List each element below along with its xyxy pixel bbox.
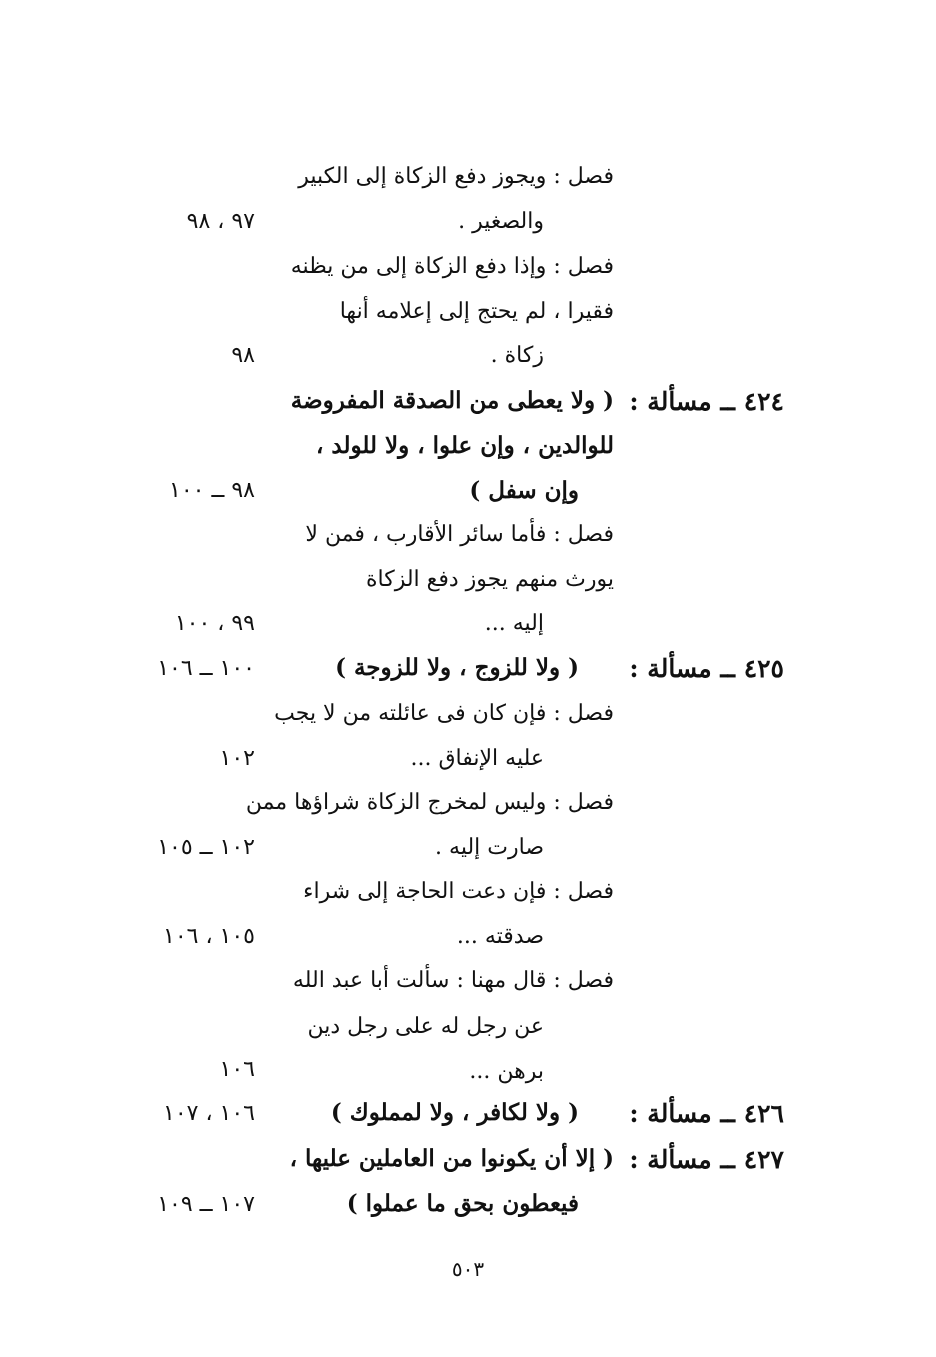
entry-line: برهن ...: [469, 1059, 544, 1084]
entry-line: عليه الإنفاق ...: [410, 746, 544, 771]
page-ref: ١٠٢ ــ ١٠٥: [157, 835, 255, 860]
page-number: ٥٠٣: [451, 1257, 485, 1281]
issue-heading: ( ولا يعطى من الصدقة المفروضة: [290, 387, 614, 414]
entry-line: إليه ...: [484, 611, 544, 636]
entry-line: فصل : وإذا دفع الزكاة إلى من يظنه: [290, 254, 614, 279]
entry-line: والصغير .: [458, 209, 544, 234]
issue-label: ٤٢٦ ــ مسألة :: [629, 1099, 784, 1128]
entry-line: صدقته ...: [456, 924, 544, 949]
entry-line: فصل : قال مهنا : سألت أبا عبد الله: [292, 968, 614, 993]
issue-heading: للوالدين ، وإن علوا ، ولا للولد ،: [315, 432, 614, 459]
entry-line: فصل : فإن دعت الحاجة إلى شراء: [303, 879, 614, 904]
entry-line: فصل : فأما سائر الأقارب ، فمن لا: [305, 522, 614, 547]
entry-line: عن رجل له على رجل دين: [307, 1014, 544, 1039]
issue-label: ٤٢٤ ــ مسألة :: [629, 387, 784, 416]
page-ref: ١٠٢: [219, 746, 255, 771]
issue-label: ٤٢٧ ــ مسألة :: [629, 1145, 784, 1174]
page-ref: ٩٩ ، ١٠٠: [174, 611, 255, 636]
entry-line: فصل : ويجوز دفع الزكاة إلى الكبير: [298, 164, 614, 189]
entry-line: فقيرا ، لم يحتج إلى إعلامه أنها: [339, 299, 614, 324]
entry-line: يورث منهم يجوز دفع الزكاة: [366, 567, 614, 592]
issue-heading: ( ولا للزوج ، ولا للزوجة ): [335, 654, 579, 681]
entry-line: زكاة .: [490, 343, 544, 368]
entry-line: فصل : وليس لمخرج الزكاة شراؤها ممن: [245, 790, 614, 815]
page-ref: ١٠٦ ، ١٠٧: [163, 1101, 255, 1126]
issue-heading: وإن سفل ): [469, 477, 579, 504]
page-ref: ١٠٦: [219, 1057, 255, 1082]
issue-heading: ( إلا أن يكونوا من العاملين عليها ،: [289, 1145, 614, 1172]
page-ref: ٩٨: [231, 343, 255, 368]
issue-heading: فيعطون بحق ما عملوا ): [346, 1190, 579, 1217]
page-ref: ١٠٥ ، ١٠٦: [163, 924, 255, 949]
page-ref: ٩٨ ــ ١٠٠: [169, 478, 255, 503]
entry-line: فصل : فإن كان فى عائلته من لا يجب: [274, 701, 614, 726]
page-ref: ١٠٧ ــ ١٠٩: [157, 1192, 255, 1217]
page-ref: ١٠٠ ــ ١٠٦: [157, 656, 255, 681]
issue-heading: ( ولا لكافر ، ولا لمملوك ): [330, 1099, 579, 1126]
entry-line: صارت إليه .: [435, 835, 544, 860]
issue-label: ٤٢٥ ــ مسألة :: [629, 654, 784, 683]
page-ref: ٩٧ ، ٩٨: [186, 209, 255, 234]
